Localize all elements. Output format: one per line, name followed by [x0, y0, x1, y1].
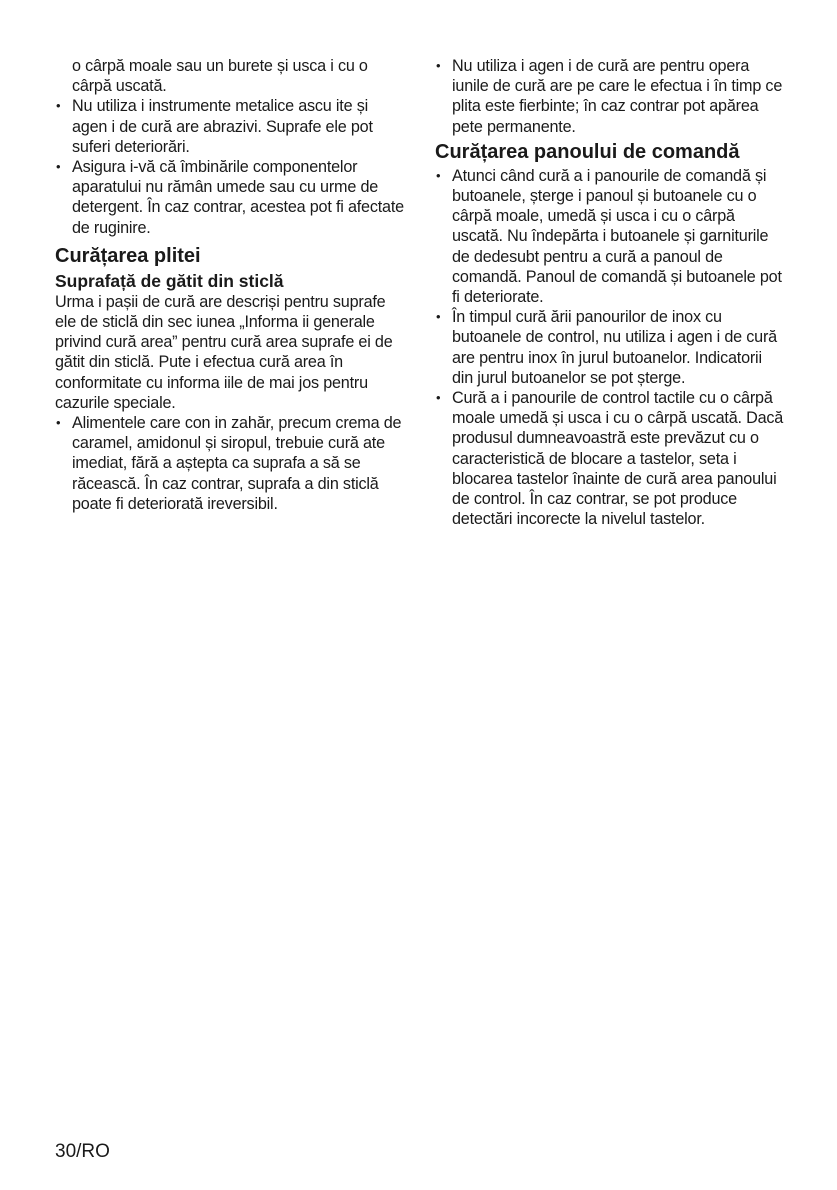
bullet-list [435, 166, 785, 530]
list-item: • Cură a i panourile de control tactile cu o cârpă moale umedă și usca i cu o cârpă uscată. Dacă produsul dumneavoastră este prevăzut cu o caracteristică de blocare a tastelor, seta i blocarea tastelor înainte de cură area panoului de control. În caz contrar, se pot produce detectări incorecte la nivelul tastelor. [435, 388, 785, 529]
right-column [435, 56, 785, 529]
page-number: 30/RO [55, 1141, 110, 1162]
bullet-list [55, 96, 405, 237]
section-heading: Curățarea panoului de comandă [435, 140, 740, 163]
left-column [55, 56, 405, 514]
list-item: • În timpul cură ării panourilor de inox cu butoanele de control, nu utiliza i agen i de cură are pentru inox în jurul butoanelor. Indicatorii din jurul butoanelor se pot șterge. [435, 307, 785, 388]
section-heading: Curățarea plitei [55, 244, 201, 267]
bullet-list [435, 56, 785, 137]
bullet-list [55, 413, 405, 514]
continuation-text: o cârpă moale sau un burete și usca i cu o cârpă uscată. [72, 57, 368, 96]
paragraph: Urma i pașii de cură are descriși pentru suprafe ele de sticlă din sec iunea „Informa ii generale privind cură area” pentru cură area suprafe ei de gătit din sticlă. Pute i efectua cură area în conformitate cu informa iile de mai jos pentru cazurile speciale. [55, 292, 393, 412]
subsection-heading: Suprafață de gătit din sticlă [55, 270, 284, 291]
list-item: • Nu utiliza i agen i de cură are pentru opera iunile de cură are pe care le efectua i în timp ce plita este fierbinte; în caz contrar pot apărea pete permanente. [435, 56, 785, 137]
list-item: • Atunci când cură a i panourile de comandă și butoanele, șterge i panoul și butoanele cu o cârpă moale, umedă și usca i cu o cârpă uscată. Nu îndepărta i butoanele și garniturile de dedesubt pentru a cură a panoul de comandă. Panoul de comandă și butoanele pot fi deteriorate. [435, 166, 785, 307]
list-item: • Asigura i-vă că îmbinările componentelor aparatului nu rămân umede sau cu urme de detergent. În caz contrar, acestea pot fi afectate de ruginire. [55, 157, 405, 238]
list-item: • Nu utiliza i instrumente metalice ascu ite și agen i de cură are abrazivi. Suprafe ele pot suferi deteriorări. [55, 96, 405, 157]
list-item: • Alimentele care con in zahăr, precum crema de caramel, amidonul și siropul, trebuie cură ate imediat, fără a aștepta ca suprafa a să se răcească. În caz contrar, suprafa a din sticlă poate fi deteriorată ireversibil. [55, 413, 405, 514]
